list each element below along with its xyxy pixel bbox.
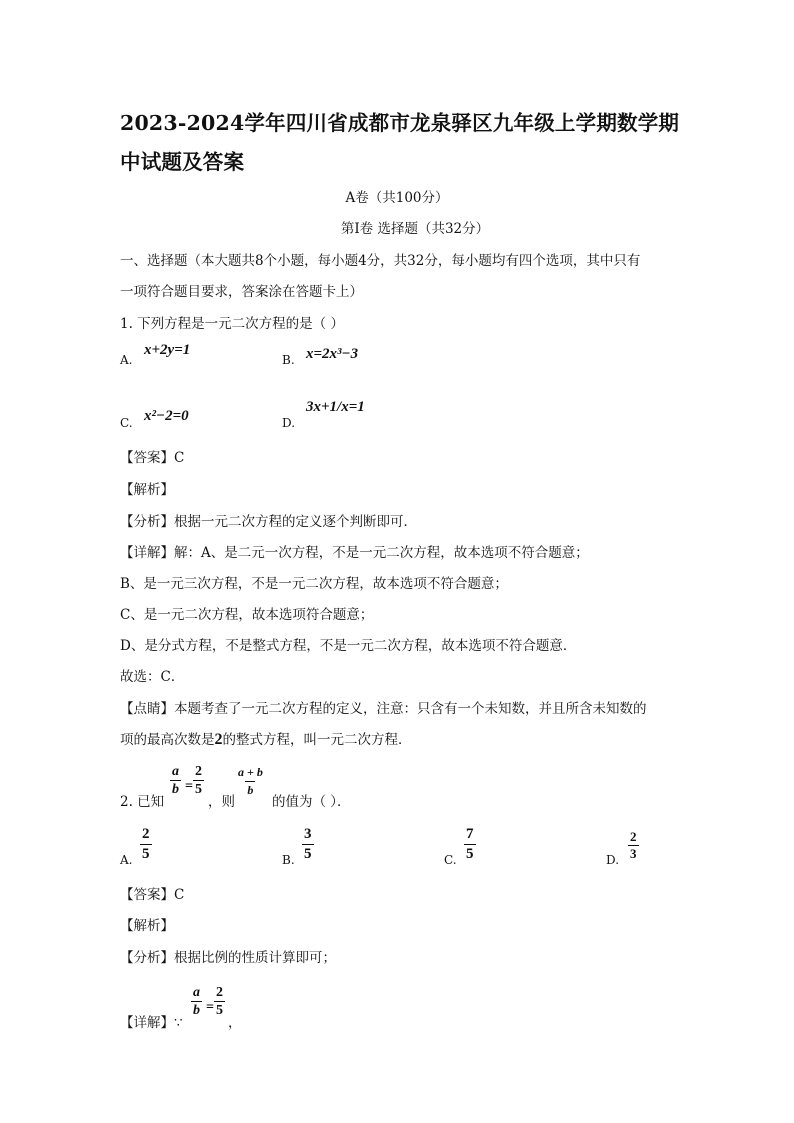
question-2-stem-suffix: 的值为（ ）． <box>272 794 351 810</box>
q1-line-b: B、是一元三次方程，不是一元二次方程，故本选项不符合题意； <box>120 576 508 592</box>
q2-answer-value: C <box>174 887 185 903</box>
q2-detail-comma: ， <box>228 1015 242 1031</box>
q2-stem-frac-a-num: a <box>172 764 179 779</box>
q2-option-d-label: D. <box>606 853 620 867</box>
q2-stem-frac-a-den: b <box>172 782 179 797</box>
q1-option-c-expr-text: x²−2=0 <box>144 408 189 424</box>
q1-analysis-tag: 【解析】 <box>120 482 174 498</box>
a-volume-heading: A卷（共100分） <box>345 190 449 206</box>
q1-answer-tag: 【答案】 <box>120 450 174 466</box>
q2-opt-d-num: 2 <box>630 829 637 844</box>
q2-stem-fraction-a-plus-b-over-b <box>236 765 265 798</box>
q1-answer-line <box>120 446 184 466</box>
q1-dianjing-text-2-post: 的整式方程，叫一元二次方程． <box>222 732 412 748</box>
q1-option-a-label: A. <box>120 353 133 367</box>
q2-analysis-tag: 【解析】 <box>120 918 174 934</box>
q2-stem-frac-2-den: 5 <box>195 782 202 797</box>
q2-opt-c-num: 7 <box>466 826 474 842</box>
question-1-stem: 1. 下列方程是一元二次方程的是（ ） <box>120 316 344 332</box>
q2-option-b-fraction <box>302 826 314 863</box>
q2-opt-a-den: 5 <box>142 846 150 862</box>
q1-fenxi-tag: 【分析】 <box>120 514 174 530</box>
q1-option-b-expression <box>306 346 358 363</box>
q2-opt-b-num: 3 <box>304 826 312 842</box>
instructions-line-2: 一项符合题目要求，答案涂在答题卡上） <box>120 284 363 300</box>
q2-option-b-label: B. <box>282 853 295 867</box>
q2-fenxi-line <box>120 946 336 966</box>
q2-stem-fraction-two-fifths <box>193 764 204 797</box>
q1-option-c-label: C. <box>120 416 133 430</box>
q1-dianjing-tag: 【点睛】 <box>120 701 174 717</box>
q1-fenxi-line <box>120 510 417 530</box>
q2-detail-fraction-a-over-b <box>191 985 202 1018</box>
q1-answer-value: C <box>174 450 185 466</box>
q2-fenxi-tag: 【分析】 <box>120 950 174 966</box>
q1-line-c: C、是一元二次方程，故本选项符合题意； <box>120 607 374 623</box>
q2-detail-frac-a-den: b <box>193 1003 200 1018</box>
q2-option-c-fraction <box>464 826 476 863</box>
q1-xiangjie-text: 解：A、是二元一次方程，不是一元二次方程，故本选项不符合题意； <box>174 545 589 561</box>
q2-option-d-fraction <box>628 830 639 861</box>
q2-stem-equals: = <box>185 779 193 794</box>
q2-answer-line <box>120 883 184 903</box>
q2-because-symbol: ∵ <box>174 1015 183 1031</box>
q2-answer-tag: 【答案】 <box>120 887 174 903</box>
page-title-line-1: 2023-2024学年四川省成都市龙泉驿区九年级上学期数学期 <box>120 111 680 135</box>
q1-dianjing-line-1 <box>120 697 647 717</box>
q1-option-c-expression <box>144 408 189 425</box>
q1-line-d: D、是分式方程，不是整式方程，不是一元二次方程，故本选项不符合题意． <box>120 638 577 654</box>
q2-option-c-label: C. <box>444 853 457 867</box>
question-2-stem-mid: ，则 <box>208 794 235 810</box>
instructions-line-1: 一、选择题（本大题共8个小题，每小题4分，共32分，每小题均有四个选项，其中只有 <box>120 253 641 269</box>
q2-opt-c-den: 5 <box>466 846 474 862</box>
q2-detail-equals: = <box>206 1000 214 1015</box>
q1-option-d-expr-text: 3x+1/x=1 <box>306 399 365 415</box>
q1-dianjing-text-1: 本题考查了一元二次方程的定义，注意：只含有一个未知数，并且所含未知数的 <box>174 701 647 717</box>
q2-detail-frac-2-den: 5 <box>216 1003 223 1018</box>
q2-detail-frac-2-num: 2 <box>216 985 223 1000</box>
q2-xiangjie-tag: 【详解】 <box>120 1015 174 1031</box>
q1-dianjing-line-2 <box>120 728 412 749</box>
q2-stem-frac-2-num: 2 <box>195 764 202 779</box>
q1-choose-line: 故选：C． <box>120 669 185 685</box>
q2-opt-a-num: 2 <box>142 826 150 842</box>
volume-one-heading: 第Ⅰ卷 选择题（共32分） <box>340 221 490 237</box>
q1-option-b-label: B. <box>282 353 295 367</box>
q2-stem-frac-apb-den: b <box>247 783 254 797</box>
q1-option-a-expression <box>144 342 190 359</box>
q2-opt-b-den: 5 <box>304 846 312 862</box>
q2-xiangjie-line <box>120 1011 183 1031</box>
q2-detail-frac-a-num: a <box>193 985 200 1000</box>
q1-fenxi-text: 根据一元二次方程的定义逐个判断即可． <box>174 514 417 530</box>
q2-opt-d-den: 3 <box>630 846 637 861</box>
q1-option-a-expr-text: x+2y=1 <box>144 342 191 358</box>
q1-xiangjie-tag: 【详解】 <box>120 545 174 561</box>
q2-option-a-label: A. <box>120 853 133 867</box>
q1-dianjing-text-2-pre: 项的最高次数是 <box>120 732 215 748</box>
q2-detail-fraction-two-fifths <box>214 985 225 1018</box>
q1-dianjing-number: 2 <box>214 731 223 748</box>
q2-stem-fraction-a-over-b <box>170 764 181 797</box>
q2-stem-frac-apb-num: a + b <box>238 765 263 779</box>
q1-option-b-expr-text: x=2x³−3 <box>306 346 359 362</box>
q1-xiangjie-line <box>120 541 589 561</box>
page-title-line-2: 中试题及答案 <box>120 150 245 174</box>
q1-option-d-expression <box>306 399 365 416</box>
q1-option-d-label: D. <box>282 416 296 430</box>
question-2-stem-prefix: 2. 已知 <box>120 794 165 810</box>
q2-option-a-fraction <box>140 826 152 863</box>
q2-fenxi-text: 根据比例的性质计算即可； <box>174 950 336 966</box>
